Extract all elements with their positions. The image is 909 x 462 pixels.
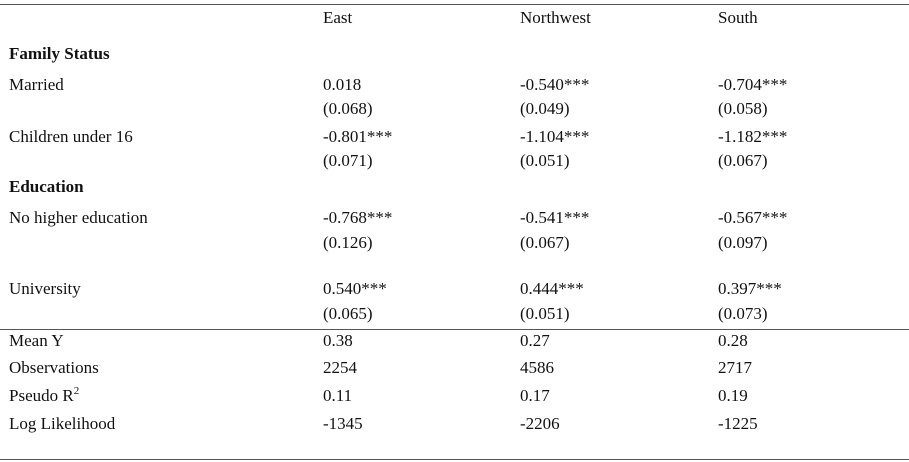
coef-south: 0.397*** <box>718 279 782 298</box>
column-header-east: East <box>323 8 353 27</box>
mid-rule <box>0 329 909 330</box>
se-east: (0.126) <box>323 233 373 252</box>
coef-south: -1.182*** <box>718 127 788 146</box>
value-northwest: 4586 <box>520 358 554 377</box>
row-label-text: Pseudo R <box>9 386 74 405</box>
row-label: Children under 16 <box>9 127 133 146</box>
column-header-northwest: Northwest <box>520 8 591 27</box>
superscript-2: 2 <box>73 385 80 397</box>
coef-east: -0.801*** <box>323 127 393 146</box>
se-south: (0.073) <box>718 304 768 323</box>
se-northwest: (0.051) <box>520 151 570 170</box>
value-northwest: 0.27 <box>520 331 550 350</box>
row-label: University <box>9 279 81 298</box>
row-label: Observations <box>9 358 99 377</box>
bottom-rule <box>0 459 909 460</box>
section-heading-family-status: Family Status <box>9 44 110 63</box>
coef-east: 0.018 <box>323 75 362 94</box>
coef-northwest: -0.540*** <box>520 75 590 94</box>
coef-northwest: -1.104*** <box>520 127 590 146</box>
row-label: Married <box>9 75 64 94</box>
se-south: (0.097) <box>718 233 768 252</box>
coef-northwest: -0.541*** <box>520 208 590 227</box>
se-south: (0.058) <box>718 99 768 118</box>
value-south: 0.19 <box>718 386 748 405</box>
coef-east: 0.540*** <box>323 279 387 298</box>
value-south: 2717 <box>718 358 752 377</box>
top-rule <box>0 4 909 5</box>
row-label: Log Likelihood <box>9 414 116 433</box>
row-label <box>9 386 79 408</box>
section-heading-education: Education <box>9 177 84 196</box>
se-northwest: (0.051) <box>520 304 570 323</box>
row-label: No higher education <box>9 208 148 227</box>
value-south: -1225 <box>718 414 758 433</box>
value-east: -1345 <box>323 414 363 433</box>
value-south: 0.28 <box>718 331 748 350</box>
coef-south: -0.567*** <box>718 208 788 227</box>
se-south: (0.067) <box>718 151 768 170</box>
se-east: (0.071) <box>323 151 373 170</box>
se-northwest: (0.049) <box>520 99 570 118</box>
value-east: 0.38 <box>323 331 353 350</box>
coef-east: -0.768*** <box>323 208 393 227</box>
se-northwest: (0.067) <box>520 233 570 252</box>
row-label: Mean Y <box>9 331 64 350</box>
value-northwest: -2206 <box>520 414 560 433</box>
se-east: (0.065) <box>323 304 373 323</box>
coef-south: -0.704*** <box>718 75 788 94</box>
value-east: 0.11 <box>323 386 353 405</box>
coef-northwest: 0.444*** <box>520 279 584 298</box>
se-east: (0.068) <box>323 99 373 118</box>
value-east: 2254 <box>323 358 357 377</box>
column-header-south: South <box>718 8 758 27</box>
value-northwest: 0.17 <box>520 386 550 405</box>
